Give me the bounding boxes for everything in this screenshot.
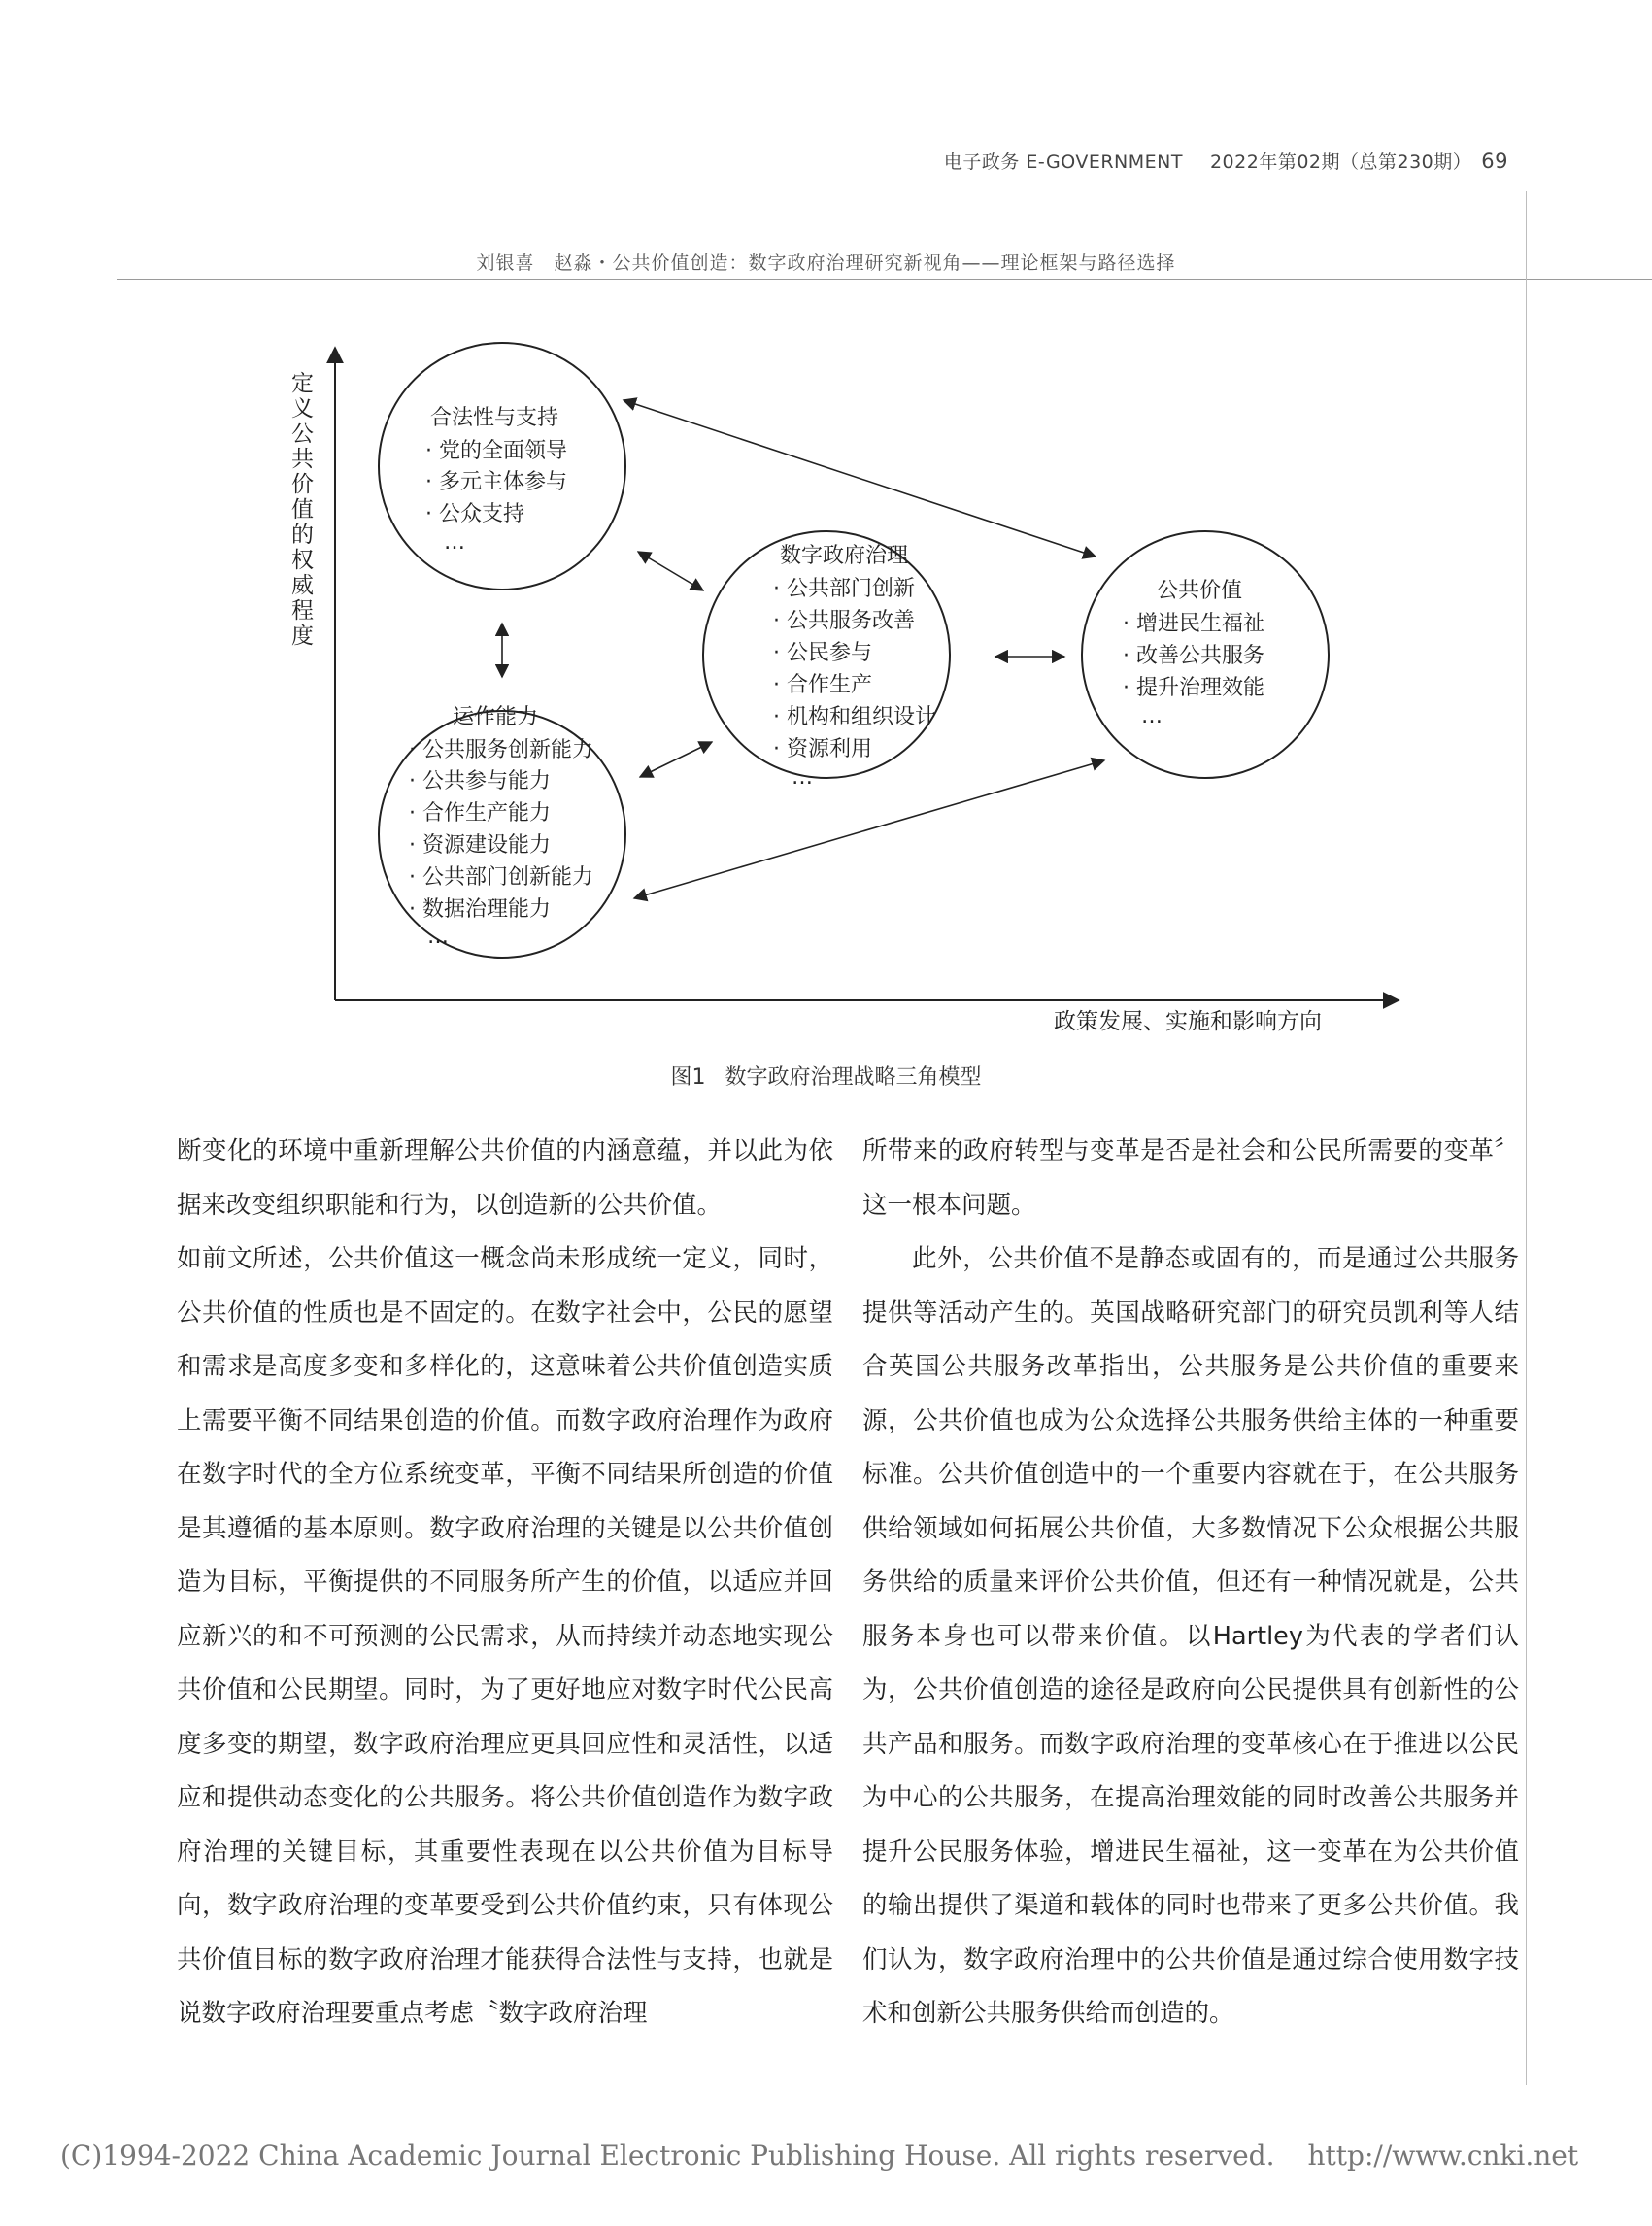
body-column-right: [862, 1125, 1519, 2041]
capacity-item: · 公共服务创新能力: [409, 738, 593, 762]
capacity-item: · 数据治理能力: [409, 897, 551, 922]
body-paragraph: 如前文所述，公共价值这一概念尚未形成统一定义，同时，公共价值的性质也是不固定的。在数字社会中，公民的愿望和需求是高度多变和多样化的，这意味着公共价值创造实质上需要平衡不同结果创造的价值。而数字政府治理作为政府在数字时代的全方位系统变革，平衡不同结果所创造的价值是其遵循的基本原则。数字政府治理的关键是以公共价值创造为目标，平衡提供的不同服务所产生的价值，以适应并回应新兴的和不可预测的公民需求，从而持续并动态地实现公共价值和公民期望。同时，为了更好地应对数字时代公民高度多变的期望，数字政府治理应更具回应性和灵活性，以适应和提供动态变化的公共服务。将公共价值创造作为数字政府治理的关键目标，其重要性表现在以公共价值为目标导向，数字政府治理的变革要受到公共价值约束，只有体现公共价值目标的数字政府治理才能获得合法性与支持，也就是说数字政府治理要重点考虑〝数字政府治理: [177, 1244, 833, 2028]
running-head: [0, 249, 1652, 275]
capacity-item: …: [427, 925, 449, 949]
arrow-legitimacy-publicvalue: [624, 400, 1096, 556]
page-number: 69: [1481, 150, 1508, 173]
capacity-item: · 公共部门创新能力: [409, 865, 593, 890]
capacity-item: · 合作生产能力: [409, 801, 551, 826]
arrow-capacity-publicvalue: [634, 760, 1104, 898]
governance-item: · 公共部门创新: [773, 577, 915, 601]
governance-item: · 公民参与: [773, 641, 872, 665]
legitimacy-item: · 多元主体参与: [425, 470, 567, 494]
legitimacy-title: 合法性与支持: [430, 406, 559, 430]
body-paragraph: 所带来的政府转型与变革是否是社会和公民所需要的变革〞这一根本问题。: [862, 1136, 1519, 1220]
governance-item: · 合作生产: [773, 673, 872, 697]
figure-caption-label: 图1: [670, 1065, 706, 1090]
capacity-title: 运作能力: [453, 705, 539, 729]
legitimacy-item: · 公众支持: [425, 502, 524, 526]
governance-item: · 资源利用: [773, 737, 872, 761]
public-value-title: 公共价值: [1157, 579, 1243, 603]
journal-header: [944, 148, 1508, 174]
capacity-item: · 公共参与能力: [409, 769, 551, 793]
journal-name: 电子政务 E-GOVERNMENT: [943, 152, 1183, 173]
issue-info: 2022年第02期（总第230期）: [1209, 152, 1472, 173]
header-rule: [117, 279, 1652, 280]
margin-rule: [1526, 191, 1527, 2085]
governance-item: …: [792, 765, 813, 790]
strategic-triangle-figure: [282, 330, 1418, 1049]
governance-item: · 公共服务改善: [773, 609, 915, 633]
legitimacy-item: · 党的全面领导: [425, 439, 567, 463]
x-axis-label: 政策发展、实施和影响方向: [1054, 1009, 1322, 1034]
public-value-item: · 增进民生福祉: [1123, 612, 1264, 636]
public-value-item: · 提升治理效能: [1123, 676, 1264, 700]
running-head-title: 数字政府治理研究新视角——理论框架与路径选择: [748, 253, 1176, 274]
public-value-item: · 改善公共服务: [1123, 644, 1264, 668]
y-axis-label: 定义公共价值的权威程度: [291, 371, 314, 649]
copyright-text: (C)1994-2022 China Academic Journal Electronic Publishing House. All rights reserved.: [60, 2140, 1275, 2172]
figure-caption: [0, 1061, 1652, 1091]
capacity-item: · 资源建设能力: [409, 833, 551, 858]
body-paragraph: 断变化的环境中重新理解公共价值的内涵意蕴，并以此为依据来改变组织职能和行为，以创造新的公共价值。: [177, 1136, 833, 1220]
legitimacy-circle: [379, 343, 625, 590]
figure-caption-title: 数字政府治理战略三角模型: [725, 1065, 982, 1090]
public-value-item: …: [1141, 704, 1163, 728]
arrow-legitimacy-governance: [638, 552, 703, 590]
arrow-capacity-governance: [640, 742, 712, 777]
governance-title: 数字政府治理: [780, 544, 909, 568]
body-column-left: [177, 1125, 833, 2041]
governance-item: · 机构和组织设计: [773, 705, 936, 729]
running-head-authors: 刘银喜 赵淼・公共价值创造：: [476, 253, 749, 274]
body-paragraph: 此外，公共价值不是静态或固有的，而是通过公共服务提供等活动产生的。英国战略研究部门的研究员凯利等人结合英国公共服务改革指出，公共服务是公共价值的重要来源，公共价值也成为公众选择公共服务供给主体的一种重要标准。公共价值创造中的一个重要内容就在于，在公共服务供给领域如何拓展公共价值，大多数情况下公众根据公共服务供给的质量来评价公共价值，但还有一种情况就是，公共服务本身也可以带来价值。以Hartley为代表的学者们认为，公共价值创造的途径是政府向公民提供具有创新性的公共产品和服务。而数字政府治理的变革核心在于推进以公民为中心的公共服务，在提高治理效能的同时改善公共服务并提升公民服务体验，增进民生福祉，这一变革在为公共价值的输出提供了渠道和载体的同时也带来了更多公共价值。我们认为，数字政府治理中的公共价值是通过综合使用数字技术和创新公共服务供给而创造的。: [862, 1244, 1519, 2028]
copyright-footer: [60, 2140, 1578, 2172]
cnki-url: http://www.cnki.net: [1307, 2140, 1579, 2172]
legitimacy-item: …: [444, 530, 465, 555]
